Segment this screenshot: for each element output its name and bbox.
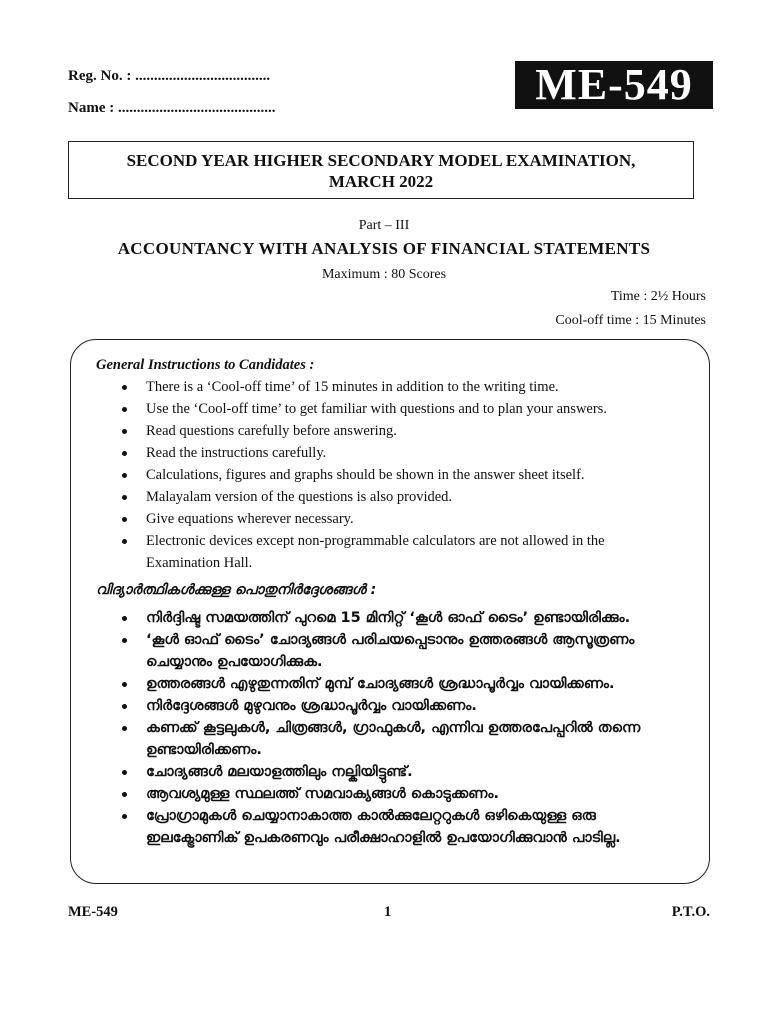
list-item: There is a ‘Cool-off time’ of 15 minutes in addition to the writing time.: [118, 376, 678, 398]
footer-paper-code: ME-549: [68, 904, 118, 920]
exam-title-line1: SECOND YEAR HIGHER SECONDARY MODEL EXAMINATION,: [126, 151, 636, 170]
max-score: Maximum : 80 Scores: [321, 267, 447, 282]
bullet-icon: [122, 682, 127, 687]
paper-code-badge: ME-549: [515, 61, 713, 109]
list-item: Give equations wherever necessary.: [118, 508, 678, 530]
list-item: Read the instructions carefully.: [118, 442, 678, 464]
bullet-icon: [122, 770, 127, 775]
bullet-icon: [122, 407, 127, 412]
list-item: കണക്ക് കൂട്ടലുകൾ, ചിത്രങ്ങൾ, ഗ്രാഫുകൾ, എന്നിവ ഉത്തരപേപ്പറിൽ തന്നെ ഉണ്ടായിരിക്കണം.: [118, 717, 692, 761]
list-item: നിർദ്ദേശങ്ങൾ മുഴുവനും ശ്രദ്ധാപൂർവ്വം വായിക്കണം.: [118, 695, 692, 717]
bullet-icon: [122, 638, 127, 643]
part-label: Part – III: [358, 218, 410, 233]
bullet-icon: [122, 495, 127, 500]
bullet-icon: [122, 539, 127, 544]
reg-no-field: Reg. No. : ....................................: [68, 68, 271, 84]
pto-label: P.T.O.: [671, 904, 710, 920]
cool-off-time: Cool-off time : 15 Minutes: [555, 313, 706, 328]
list-item: Read questions carefully before answering.: [118, 420, 678, 442]
bullet-icon: [122, 429, 127, 434]
list-item: ചോദ്യങ്ങൾ മലയാളത്തിലും നല്കിയിട്ടുണ്ട്.: [118, 761, 692, 783]
exam-title-box: [68, 141, 694, 199]
bullet-icon: [122, 792, 127, 797]
bullet-icon: [122, 451, 127, 456]
bullet-icon: [122, 704, 127, 709]
bullet-icon: [122, 517, 127, 522]
subject-title: ACCOUNTANCY WITH ANALYSIS OF FINANCIAL STATEMENTS: [117, 239, 651, 258]
bullet-icon: [122, 385, 127, 390]
instructions-list-ml: [118, 607, 692, 849]
list-item: ആവശ്യമുള്ള സ്ഥലത്ത് സമവാക്യങ്ങൾ കൊടുക്കണം.: [118, 783, 692, 805]
page-number: 1: [384, 904, 392, 920]
list-item: നിർദ്ദിഷ്ട സമയത്തിന് പുറമെ 15 മിനിറ്റ് ‘കൂൾ ഓഫ് ടൈം’ ഉണ്ടായിരിക്കും.: [118, 607, 692, 629]
list-item: Malayalam version of the questions is also provided.: [118, 486, 678, 508]
list-item: പ്രോഗ്രാമുകൾ ചെയ്യാനാകാത്ത കാൽക്കുലേറ്ററുകൾ ഒഴികെയുള്ള ഒരു ഇലക്ട്രോണിക് ഉപകരണവും പരീക്ഷാഹാളിൽ ഉപയോഗിക്കുവാൻ പാടില്ല.: [118, 805, 692, 849]
bullet-icon: [122, 814, 127, 819]
list-item: Use the ‘Cool-off time’ to get familiar with questions and to plan your answers.: [118, 398, 678, 420]
exam-title-line2: MARCH 2022: [328, 172, 434, 191]
time-allowed: Time : 2½ Hours: [610, 289, 706, 304]
instructions-list-en: [118, 376, 678, 574]
instructions-heading-en: General Instructions to Candidates :: [96, 357, 315, 373]
list-item: ‘കൂൾ ഓഫ് ടൈം’ ചോദ്യങ്ങൾ പരിചയപ്പെടാനും ഉത്തരങ്ങൾ ആസൂത്രണം ചെയ്യാനും ഉപയോഗിക്കുക.: [118, 629, 692, 673]
list-item: ഉത്തരങ്ങൾ എഴുതുന്നതിന് മുമ്പ് ചോദ്യങ്ങൾ ശ്രദ്ധാപൂർവ്വം വായിക്കണം.: [118, 673, 692, 695]
list-item: Calculations, figures and graphs should be shown in the answer sheet itself.: [118, 464, 678, 486]
list-item: Electronic devices except non-programmable calculators are not allowed in the Examination Hall.: [118, 530, 678, 574]
bullet-icon: [122, 726, 127, 731]
name-field: Name : ..........................................: [68, 100, 276, 116]
instructions-heading-ml: വിദ്യാർത്ഥികൾക്കുള്ള പൊതുനിർദ്ദേശങ്ങൾ :: [96, 582, 377, 598]
bullet-icon: [122, 473, 127, 478]
bullet-icon: [122, 616, 127, 621]
